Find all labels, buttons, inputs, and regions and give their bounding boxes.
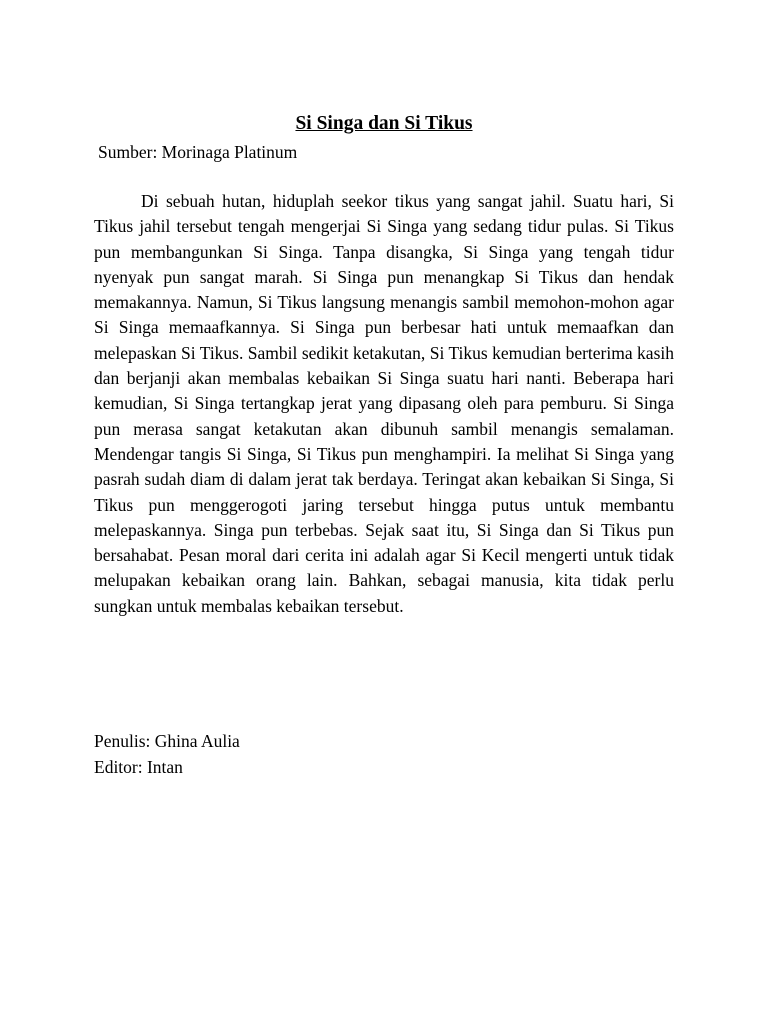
writer-credit: Penulis: Ghina Aulia [94, 731, 240, 751]
page-title: Si Singa dan Si Tikus [295, 113, 473, 134]
editor-credit: Editor: Intan [94, 757, 183, 777]
source-line: Sumber: Morinaga Platinum [98, 142, 298, 162]
story-paragraph: Di sebuah hutan, hiduplah seekor tikus yang sangat jahil. Suatu hari, Si Tikus jahil tersebut tengah mengerjai Si Singa yang sedang tidur pulas. Si Tikus pun membangunkan Si Singa. Tanpa disangka, Si Singa yang tengah tidur nyenyak pun sangat marah. Si Singa pun menangkap Si Tikus dan hendak memakannya. Namun, Si Tikus langsung menangis sambil memohon-mohon agar Si Singa memaafkannya. Si Singa pun berbesar hati untuk memaafkan dan melepaskan Si Tikus. Sambil sedikit ketakutan, Si Tikus kemudian berterima kasih dan berjanji akan membalas kebaikan Si Singa suatu hari nanti. Beberapa hari kemudian, Si Singa tertangkap jerat yang dipasang oleh para pemburu. Si Singa pun merasa sangat ketakutan akan dibunuh sambil menangis semalaman. Mendengar tangis Si Singa, Si Tikus pun menghampiri. Ia melihat Si Singa yang pasrah sudah diam di dalam jerat tak berdaya. Teringat akan kebaikan Si Singa, Si Tikus pun menggerogoti jaring tersebut hingga putus untuk membantu melepaskannya. Singa pun terbebas. Sejak saat itu, Si Singa dan Si Tikus pun bersahabat. Pesan moral dari cerita ini adalah agar Si Kecil mengerti untuk tidak melupakan kebaikan orang lain. Bahkan, sebagai manusia, kita tidak perlu sungkan untuk membalas kebaikan tersebut. [94, 191, 674, 616]
